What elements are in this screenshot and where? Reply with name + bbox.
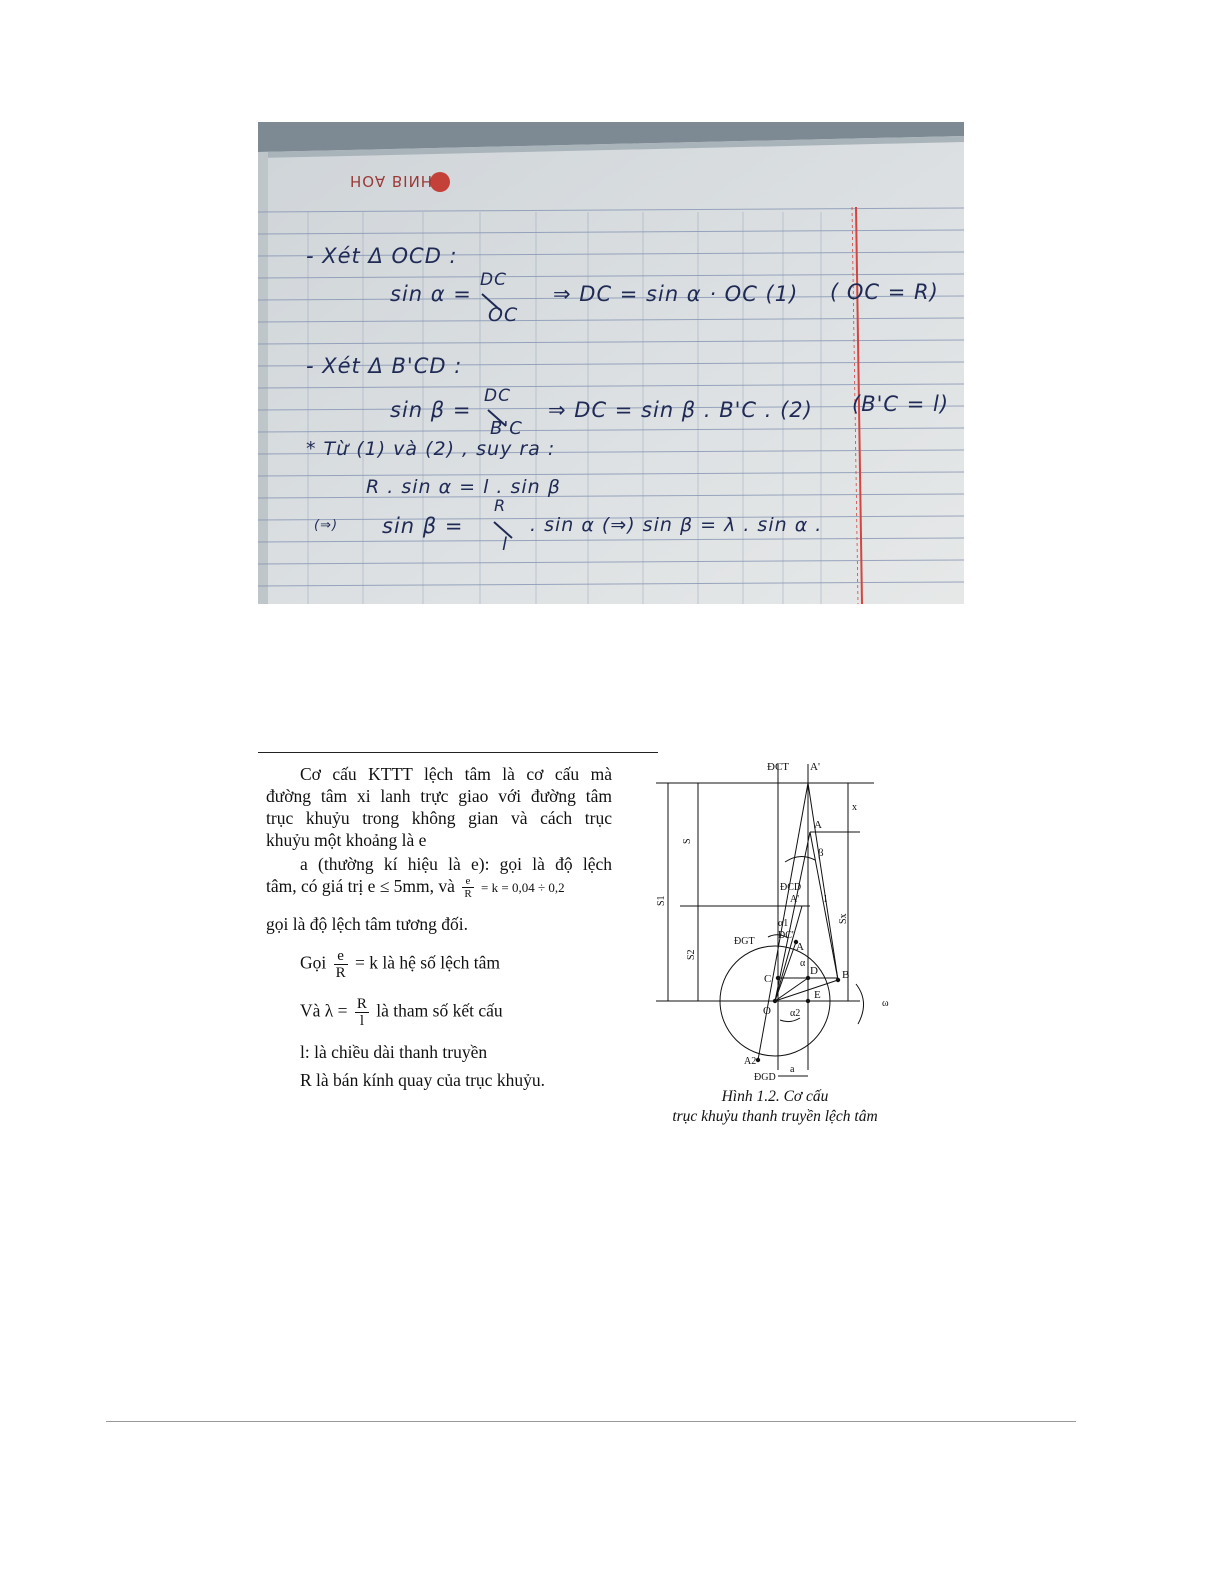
hw-implies: (⇒) (314, 518, 339, 533)
goi-pre: Gọi (300, 952, 327, 973)
label-s1: S1 (656, 895, 667, 906)
r-definition: R là bán kính quay của trục khuỷu. (300, 1070, 545, 1090)
label-a-dim: a (790, 1064, 795, 1075)
figure-caption-line1: Hình 1.2. Cơ cấu (721, 1088, 829, 1105)
fraction-e-over-r-2 (334, 948, 348, 981)
frac-den: R (464, 888, 472, 901)
diagram-svg (650, 752, 900, 1092)
p2-pre: tâm, có giá trị e ≤ 5mm, và (266, 876, 455, 896)
hw-frac-den-l: l (502, 534, 509, 555)
fraction-r-over-l (355, 996, 369, 1029)
p2-post: = k = 0,04 ÷ 0,2 (481, 880, 565, 895)
top-divider (258, 752, 658, 753)
label-dc-prime: ĐC' (778, 930, 794, 941)
crank-mechanism-diagram (650, 752, 900, 1130)
hw-frac-den-oc: OC (488, 304, 519, 326)
hw-line-xet-bcd: - Xét Δ B'CD : (306, 354, 463, 378)
hw-frac-num-r: R (494, 496, 507, 515)
hw-line-xet-ocd: - Xét Δ OCD : (306, 244, 458, 268)
label-s2: S2 (686, 949, 697, 960)
label-a: A (814, 819, 822, 831)
label-c: C (764, 973, 772, 985)
label-a2: A2 (744, 1056, 757, 1067)
frac-num: R (356, 996, 367, 1012)
goi-post: = k là hệ số lệch tâm (355, 952, 500, 973)
l-definition: l: là chiều dài thanh truyền (300, 1042, 488, 1062)
label-e: E (814, 989, 821, 1001)
hw-frac-num-dc: DC (480, 270, 507, 290)
hw-sin-beta: sin β = (390, 398, 472, 422)
p2-line3: gọi là độ lệch tâm tương đối. (266, 914, 468, 934)
label-alpha1: α1 (778, 918, 789, 929)
label-sx: Sx (838, 913, 849, 924)
hw-line-tu-1-va-2: * Từ (1) và (2) , suy ra : (306, 438, 556, 460)
hw-sin-beta-2: sin β = (382, 514, 464, 538)
hw-frac-den-bc: B'C (490, 418, 523, 439)
frac-num: e (462, 875, 473, 888)
label-dgd: ĐGD (754, 1072, 776, 1083)
p1-line3: trục khuỷu trong không gian và cách trục (266, 808, 612, 828)
hw-fraction-slash-2 (482, 408, 522, 428)
label-l: l (824, 893, 828, 905)
label-a-prime: A' (790, 894, 800, 905)
label-d: D (810, 965, 818, 977)
label-o: O (763, 1005, 771, 1017)
frac-num: e (334, 948, 348, 965)
figure-caption-line2: trục khuỷu thanh truyền lệch tâm (672, 1108, 878, 1125)
goi-definition (300, 948, 500, 981)
notebook-brand: HOA BINH (350, 172, 434, 190)
label-a-prime-top: A' (810, 761, 820, 773)
fraction-e-over-r (462, 875, 473, 900)
p2-line2 (266, 874, 565, 900)
page-footer-rule (106, 1421, 1076, 1422)
textbook-excerpt (258, 752, 658, 1112)
label-b: B (842, 969, 850, 981)
frac-den: R (335, 965, 346, 981)
p1-line1: Cơ cấu KTTT lệch tâm là cơ cấu mà (300, 764, 612, 784)
hw-fraction-slash-3 (488, 520, 528, 540)
notebook-photo (258, 122, 964, 604)
p1-line4: khuỷu một khoảng là e (266, 830, 427, 850)
label-x: x (852, 802, 857, 813)
p2-line1: a (thường kí hiệu là e): gọi là độ lệch (300, 854, 612, 874)
hw-frac-num-dc-2: DC (484, 386, 511, 406)
lambda-definition (300, 996, 503, 1029)
va-post: là tham số kết cấu (376, 1000, 503, 1021)
hw-oc-eq-r: ( OC = R) (830, 280, 939, 304)
hw-dc-eq-2: ⇒ DC = sin β . B'C . (2) (548, 398, 813, 422)
label-a1: A (796, 941, 804, 953)
label-beta: β (818, 847, 824, 859)
label-alpha2: α2 (790, 1008, 801, 1019)
frac-den: l (359, 1013, 364, 1029)
label-omega: ω (882, 998, 889, 1009)
hw-sin-alpha: sin α = (390, 282, 472, 306)
hw-sin-beta-lambda: . sin α (⇒) sin β = λ . sin α . (530, 514, 823, 536)
p1-line2: đường tâm xi lanh trực giao với đường tâm (266, 786, 612, 806)
hw-dc-eq-1: ⇒ DC = sin α · OC (1) (553, 282, 799, 306)
hw-fraction-slash (476, 292, 516, 312)
va-pre: Và λ = (300, 1000, 348, 1021)
hw-bc-eq-l: (B'C = l) (852, 392, 950, 416)
hw-r-sin-eq: R . sin α = l . sin β (366, 476, 561, 498)
label-alpha: α (800, 958, 806, 969)
label-s: S (682, 838, 693, 844)
label-dgt: ĐGT (734, 936, 755, 947)
label-dcd: ĐCD (780, 882, 802, 893)
label-dct: ĐCT (767, 761, 789, 773)
